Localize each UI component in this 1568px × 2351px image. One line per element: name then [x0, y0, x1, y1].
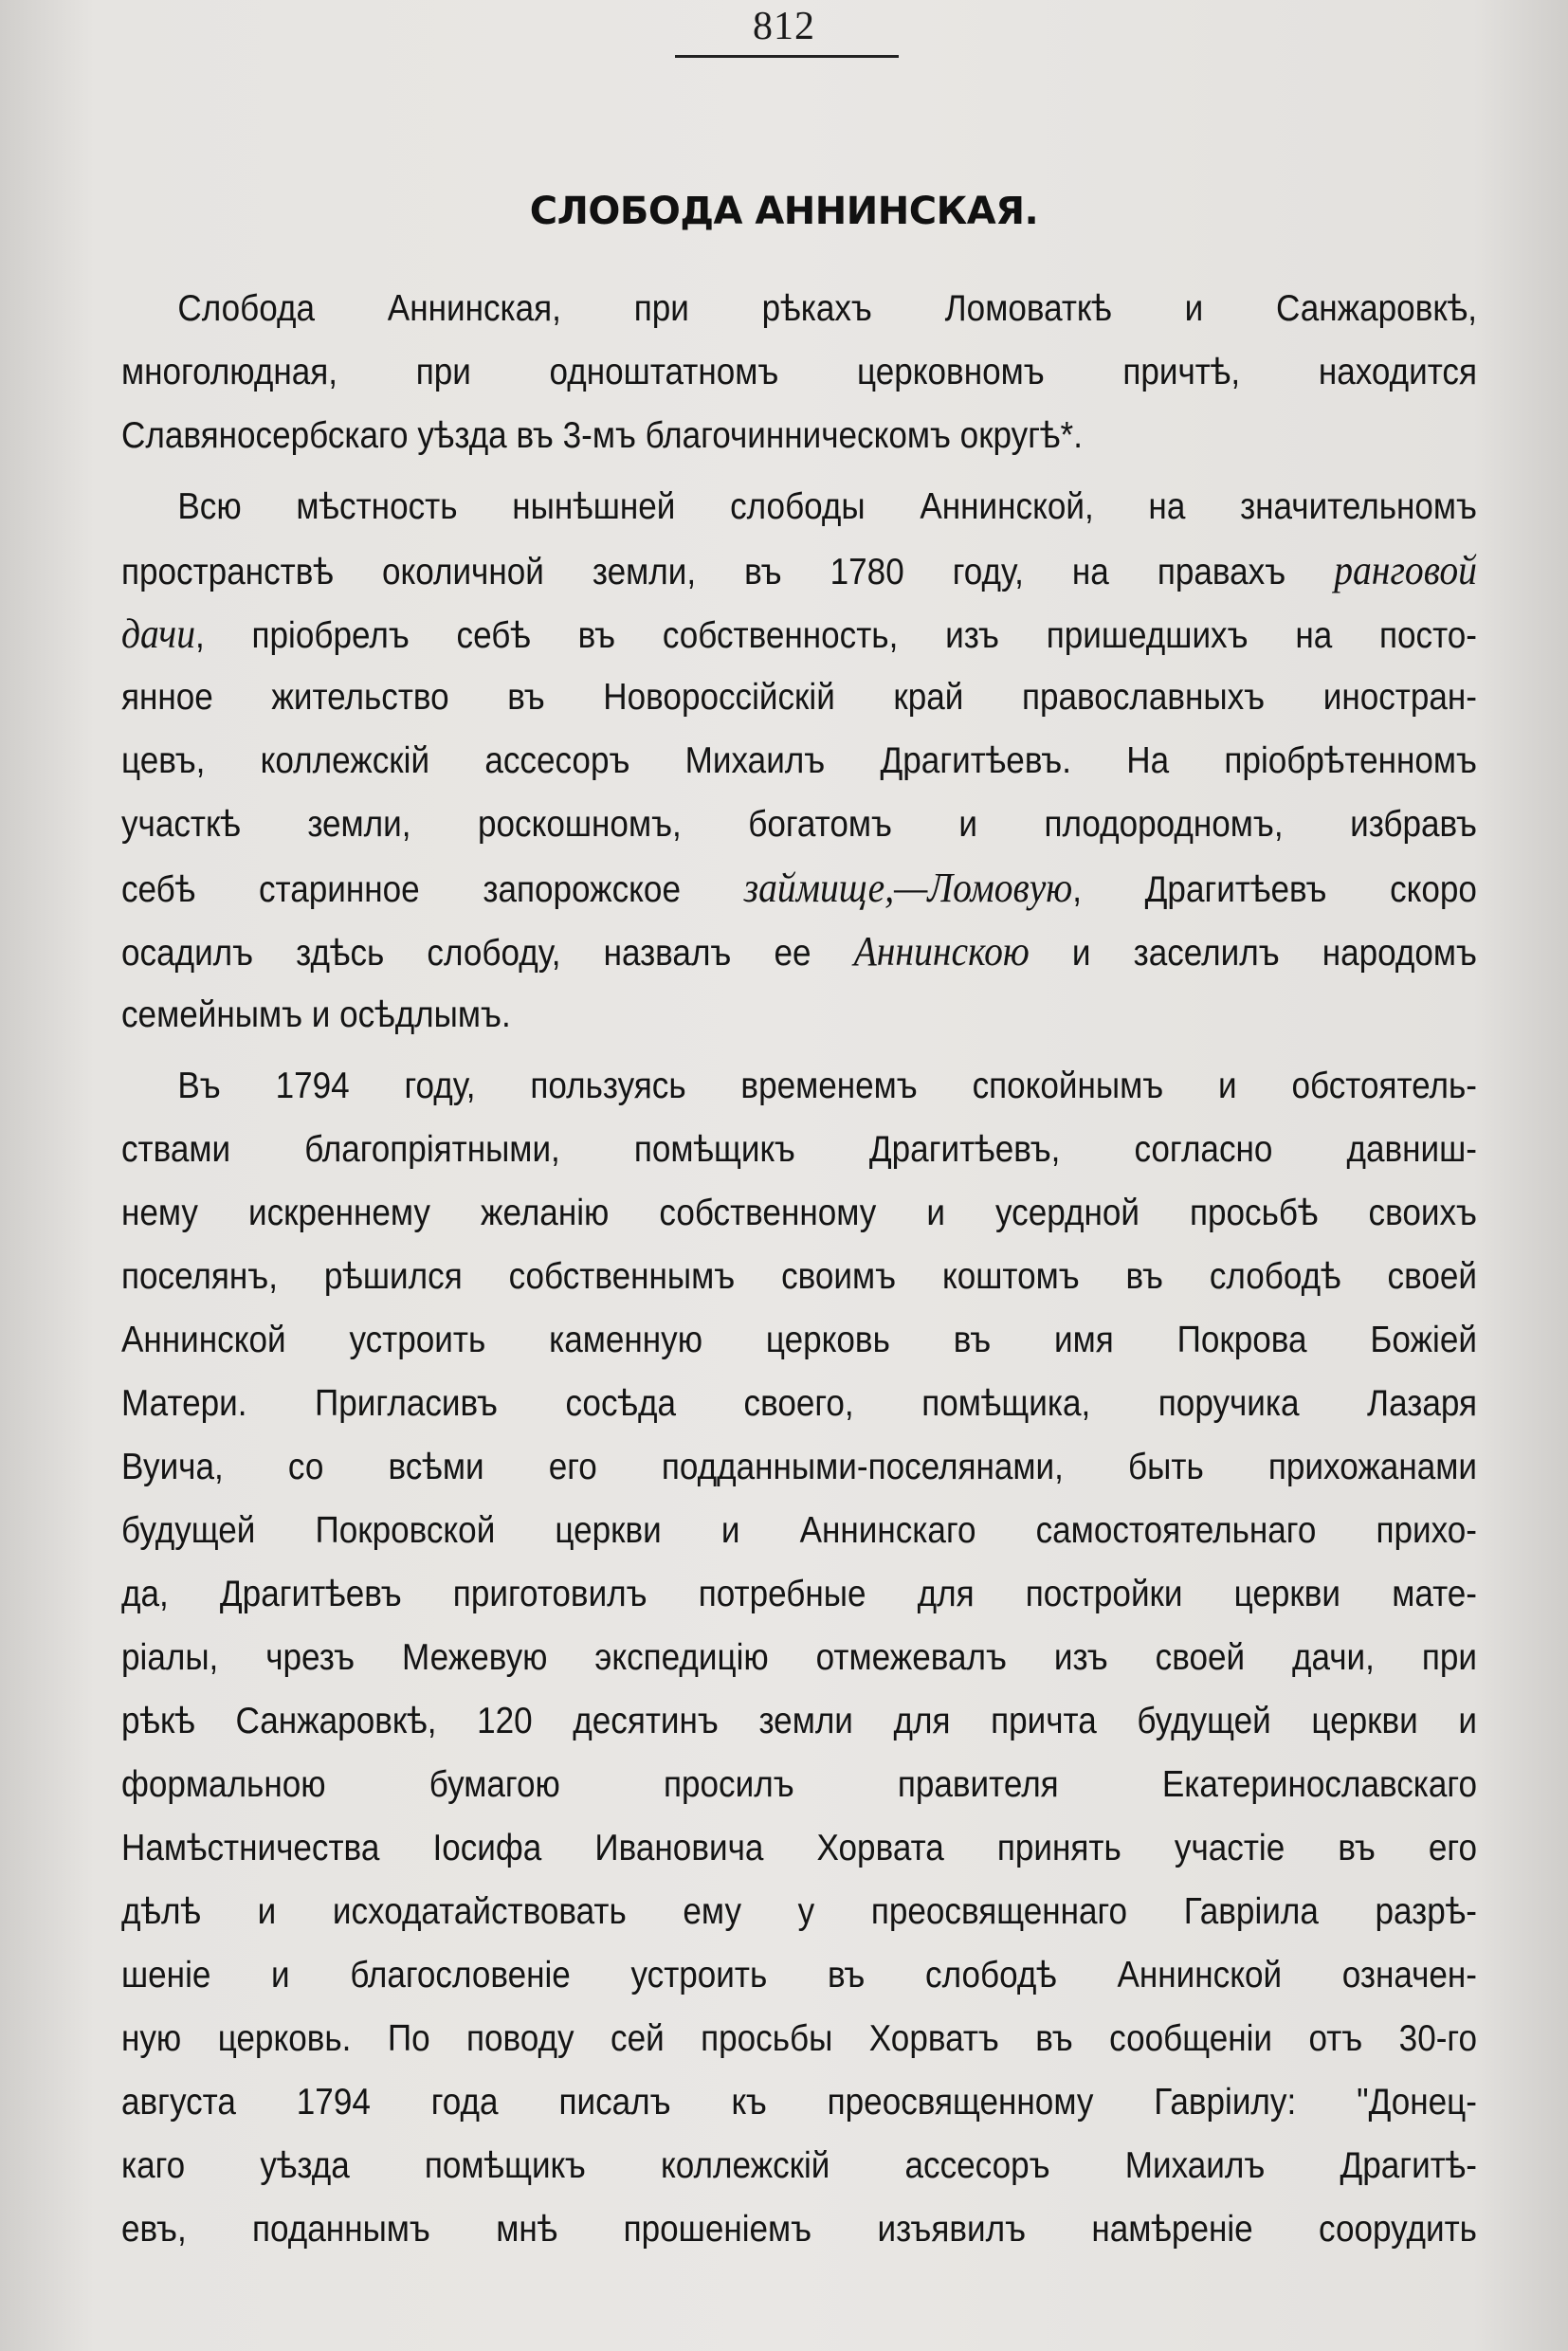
paragraph: [121, 277, 1477, 467]
text-line: Слобода Аннинская, при рѣкахъ Ломоваткѣ и Санжаровкѣ,: [177, 288, 1477, 329]
text-line: семейнымъ и осѣдлымъ.: [121, 994, 511, 1035]
text-line: поселянъ, рѣшился собственнымъ своимъ коштомъ въ слободѣ своей: [121, 1256, 1477, 1297]
text-line: ствами благопріятными, помѣщикъ Драгитѣевъ, согласно давниш-: [121, 1129, 1477, 1170]
text-line: формальною бумагою просилъ правителя Екатеринославскаго: [121, 1764, 1477, 1805]
text-line: шеніе и благословеніе устроить въ слободѣ Аннинской означен-: [121, 1955, 1477, 1996]
text-line: да, Драгитѣевъ приготовилъ потребные для постройки церкви мате-: [121, 1574, 1477, 1614]
text-line: Матери. Пригласивъ сосѣда своего, помѣщика, поручика Лазаря: [121, 1383, 1477, 1424]
section-title: СЛОБОДА АННИНСКАЯ.: [529, 190, 1039, 233]
text-line: участкѣ земли, роскошномъ, богатомъ и плодородномъ, избравъ: [121, 804, 1477, 845]
text-line: осадилъ здѣсь слободу, назвалъ ее Аннинскою и заселилъ народомъ: [121, 928, 1477, 975]
text-line: янное жительство въ Новороссійскій край православныхъ иностран-: [121, 677, 1477, 718]
page-number: 812: [753, 5, 815, 48]
text-line: рѣкѣ Санжаровкѣ, 120 десятинъ земли для причта будущей церкви и: [121, 1701, 1477, 1741]
text-line: ную церковь. По поводу сей просьбы Хорватъ въ сообщеніи отъ 30-го: [121, 2018, 1477, 2059]
text-line: Въ 1794 году, пользуясь временемъ спокойнымъ и обстоятель-: [177, 1066, 1477, 1106]
text-line: дачи, пріобрелъ себѣ въ собственность, изъ пришедшихъ на посто-: [121, 611, 1477, 657]
text-line: ріалы, чрезъ Межевую экспедицію отмежевалъ изъ своей дачи, при: [121, 1637, 1477, 1678]
text-line: августа 1794 года писалъ къ преосвященному Гавріилу: "Донец-: [121, 2082, 1477, 2123]
italic-term: дачи: [121, 611, 196, 657]
page-number-rule: [675, 55, 899, 58]
italic-term: Аннинскою: [853, 928, 1030, 975]
text-line: многолюдная, при одноштатномъ церковномъ причтѣ, находится: [121, 352, 1477, 392]
text-line: нему искреннему желанію собственному и усердной просьбѣ своихъ: [121, 1193, 1477, 1233]
italic-term: займище,—Ломовую: [743, 865, 1073, 911]
italic-term: ранговой: [1334, 547, 1477, 593]
text-line: дѣлѣ и исходатайствовать ему у преосвященнаго Гавріила разрѣ-: [121, 1891, 1477, 1932]
text-line: Всю мѣстность нынѣшней слободы Аннинской, на значительномъ: [177, 486, 1477, 527]
text-line: цевъ, коллежскій ассесоръ Михаилъ Драгитѣевъ. На пріобрѣтенномъ: [121, 740, 1477, 781]
paragraph: [121, 475, 1477, 1047]
text-line: будущей Покровской церкви и Аннинскаго самостоятельнаго прихо-: [121, 1510, 1477, 1551]
text-line: себѣ старинное запорожское займище,—Ломовую, Драгитѣевъ скоро: [121, 865, 1477, 911]
text-line: Аннинской устроить каменную церковь въ имя Покрова Божіей: [121, 1320, 1477, 1360]
body-text: [121, 277, 1477, 2269]
text-line: Намѣстничества Іосифа Ивановича Хорвата принять участіе въ его: [121, 1828, 1477, 1868]
text-line: каго уѣзда помѣщикъ коллежскій ассесоръ Михаилъ Драгитѣ-: [121, 2145, 1477, 2186]
text-line: пространствѣ околичной земли, въ 1780 году, на правахъ ранговой: [121, 547, 1477, 593]
text-line: Вуича, со всѣми его подданными-поселянами, быть прихожанами: [121, 1447, 1477, 1487]
text-line: Славяносербскаго уѣзда въ 3-мъ благочинническомъ округѣ*.: [121, 415, 1083, 456]
paragraph: [121, 1054, 1477, 2261]
text-line: евъ, поданнымъ мнѣ прошеніемъ изъявилъ намѣреніе соорудить: [121, 2209, 1477, 2250]
